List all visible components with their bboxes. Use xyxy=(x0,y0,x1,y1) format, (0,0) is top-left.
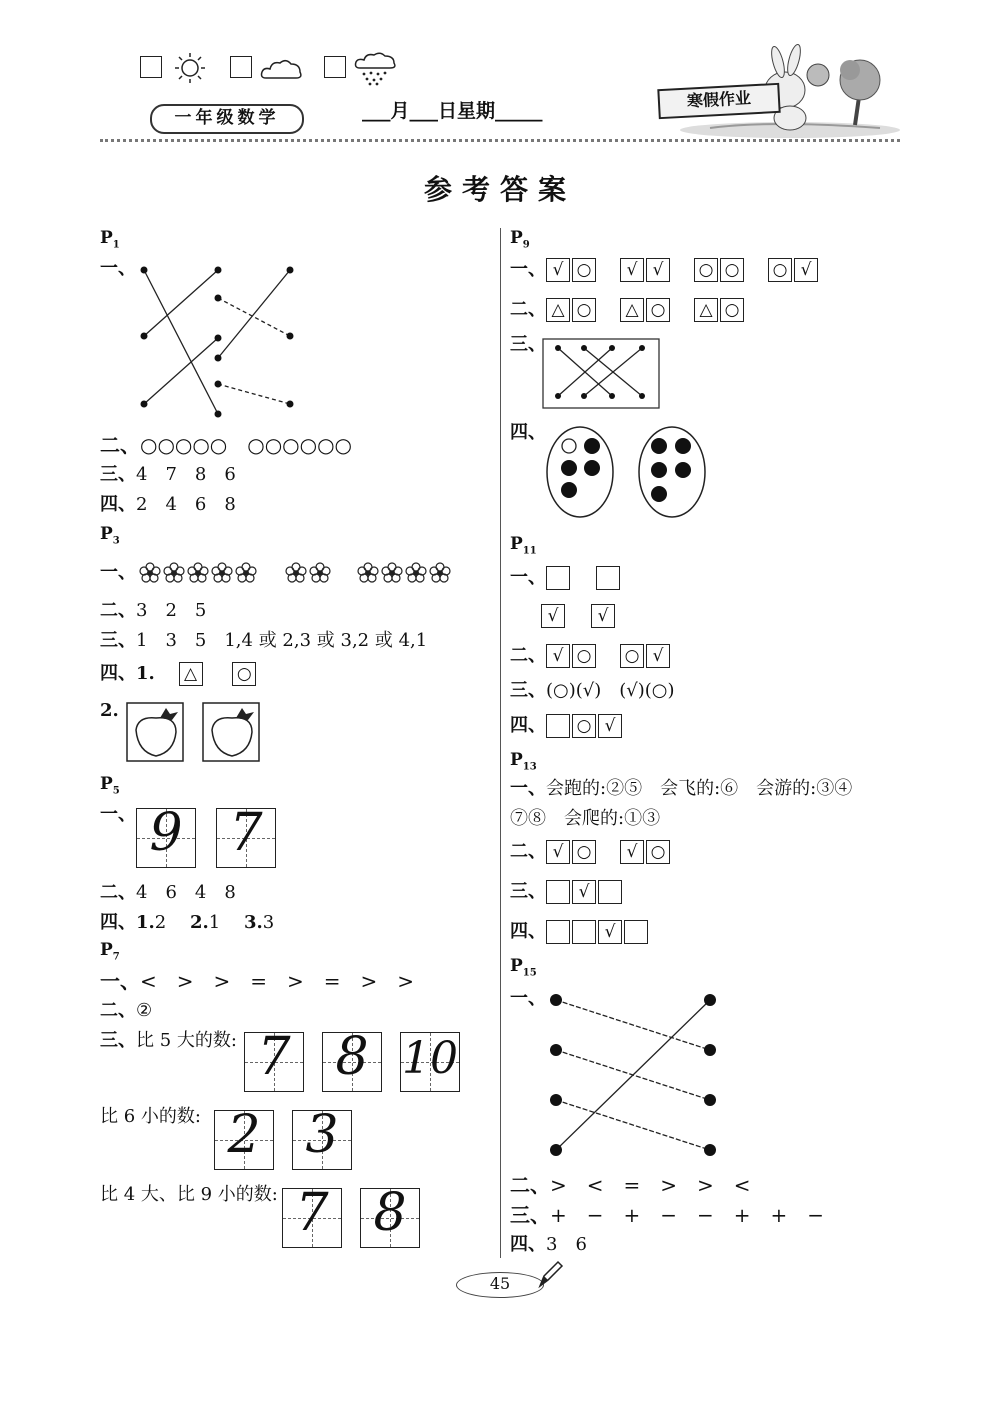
answer-box: ○ xyxy=(720,298,744,322)
p13-q2: 二、 √ ○ √ ○ xyxy=(510,840,694,864)
answer-box: ○ xyxy=(572,298,596,322)
answer-group xyxy=(620,840,672,864)
digit-grid: 9 xyxy=(136,808,196,868)
section-p11: $P_{11}$ xyxy=(510,534,537,557)
answer-group xyxy=(541,604,567,628)
section-p3: $P_3$ xyxy=(100,524,120,547)
winter-homework-badge: 寒假作业 xyxy=(657,83,780,119)
answer-group xyxy=(694,298,746,322)
p1-q3: 三、4 7 8 6 xyxy=(100,464,236,485)
answer-group xyxy=(546,840,598,864)
section-p7: $P_7$ xyxy=(100,940,120,963)
answer-box: ○ xyxy=(620,644,644,668)
p5-q4: 四、1.2 2.1 3.3 xyxy=(100,912,275,933)
p3-q2: 二、3 2 5 xyxy=(100,600,207,621)
answer-group xyxy=(546,714,624,738)
p3-q4: 四、1. △ ○ xyxy=(100,662,258,686)
p5-q1-label: 一、 xyxy=(100,804,136,825)
weather-checkbox-rain[interactable] xyxy=(324,56,346,78)
answer-box-groups xyxy=(541,605,641,626)
answer-group xyxy=(546,880,624,904)
p1-q1-label: 一、 xyxy=(100,258,136,279)
answer-group xyxy=(546,566,572,590)
p15-q4: 四、3 6 xyxy=(510,1234,587,1255)
p1-q2: 二、○○○○○ ○○○○○○ xyxy=(100,433,352,457)
p15-q1-label: 一、 xyxy=(510,988,546,1009)
p7-q3b: 比 6 小的数: xyxy=(100,1106,201,1127)
answer-box xyxy=(546,714,570,738)
p15-matching-diagram xyxy=(546,990,722,1158)
grade-label: 一年级数学 xyxy=(150,104,304,134)
page-title: 参考答案 xyxy=(423,173,576,206)
answer-box: ○ xyxy=(720,258,744,282)
p7-q2: 二、② xyxy=(100,1000,153,1021)
answer-box: ○ xyxy=(694,258,718,282)
p9-q2: 二、 △ ○ △ ○ △ ○ xyxy=(510,298,768,322)
answer-box: √ xyxy=(620,258,644,282)
p9-q1: 一、 √ ○ √ √ ○ ○ ○ √ xyxy=(510,258,842,282)
answer-box: △ xyxy=(620,298,644,322)
answer-box: √ xyxy=(572,880,596,904)
answer-box xyxy=(546,920,570,944)
answer-box: √ xyxy=(598,920,622,944)
answer-group xyxy=(546,920,650,944)
answer-box-groups xyxy=(546,921,672,942)
answer-group xyxy=(620,298,672,322)
answer-box-groups xyxy=(546,715,646,736)
digit-grid: 10 xyxy=(400,1032,460,1092)
weather-checkbox-cloud[interactable] xyxy=(230,56,252,78)
digit-grid: 7 xyxy=(216,808,276,868)
page-number: 45 xyxy=(456,1272,544,1298)
answer-box: ○ xyxy=(572,840,596,864)
p11-q1-row2 xyxy=(541,604,641,628)
answer-group xyxy=(768,258,820,282)
answer-group xyxy=(591,604,617,628)
p7-q3c: 比 4 大、比 9 小的数: xyxy=(100,1184,278,1205)
section-p5: $P_5$ xyxy=(100,774,120,797)
answer-group xyxy=(596,566,622,590)
p11-q3: 三、(○)(√) (√)(○) xyxy=(510,680,675,701)
answer-box: √ xyxy=(546,258,570,282)
answer-box xyxy=(624,920,648,944)
answer-box-groups xyxy=(546,841,694,862)
section-p15: $P_{15}$ xyxy=(510,956,537,979)
p5-q2: 二、4 6 4 8 xyxy=(100,882,236,903)
answer-box: △ xyxy=(179,662,203,686)
header-divider xyxy=(100,139,900,142)
p3-q4-2-label: 2. xyxy=(100,700,119,721)
sun-icon xyxy=(172,52,208,84)
digit-grid: 8 xyxy=(322,1032,382,1092)
answer-box: ○ xyxy=(572,714,596,738)
answer-box: ○ xyxy=(646,298,670,322)
section-p13: $P_{13}$ xyxy=(510,750,537,773)
p11-q1: 一、 xyxy=(510,566,646,590)
answer-box: √ xyxy=(541,604,565,628)
answer-box: ○ xyxy=(572,644,596,668)
rain-icon xyxy=(354,52,398,86)
weather-checkbox-sun[interactable] xyxy=(140,56,162,78)
answer-group xyxy=(620,258,672,282)
p15-q2: 二、> < = > > < xyxy=(510,1173,751,1197)
answer-box: ○ xyxy=(768,258,792,282)
p13-q1: 一、会跑的:②⑤ 会飞的:⑥ 会游的:③④ xyxy=(510,778,853,799)
answer-group xyxy=(546,298,598,322)
answer-box: √ xyxy=(794,258,818,282)
p3-q3: 三、1 3 5 1,4 或 2,3 或 3,2 或 4,1 xyxy=(100,630,428,651)
cloud-icon xyxy=(260,56,304,82)
p9-matching-diagram xyxy=(542,338,660,410)
answer-box: △ xyxy=(694,298,718,322)
p9-q4-label: 四、 xyxy=(510,422,546,443)
answer-box: ○ xyxy=(646,840,670,864)
answer-group xyxy=(620,644,672,668)
answer-box xyxy=(546,880,570,904)
flower-icon-row xyxy=(136,558,466,588)
p7-q1: 一、< > > = > = > > xyxy=(100,969,415,993)
answer-box xyxy=(598,880,622,904)
answer-box: √ xyxy=(646,644,670,668)
p9-dot-ovals xyxy=(544,424,710,520)
p11-q4: 四、 ○ √ xyxy=(510,714,646,738)
answer-box: △ xyxy=(546,298,570,322)
answer-box: √ xyxy=(591,604,615,628)
column-divider xyxy=(500,228,501,1258)
p7-q3a: 三、比 5 大的数: xyxy=(100,1030,237,1051)
answer-box xyxy=(596,566,620,590)
p15-q3: 三、+ − + − − + + − xyxy=(510,1203,825,1227)
digit-grid: 7 xyxy=(282,1188,342,1248)
p3-q1-label: 一、 xyxy=(100,562,136,583)
answer-box xyxy=(546,566,570,590)
answer-box-groups xyxy=(546,567,646,588)
p11-q2: 二、 √ ○ ○ √ xyxy=(510,644,694,668)
p1-q4: 四、2 4 6 8 xyxy=(100,494,236,515)
section-p1: $P_1$ xyxy=(100,228,120,251)
answer-box-groups xyxy=(546,645,694,666)
answer-box-groups xyxy=(546,881,646,902)
digit-grid: 2 xyxy=(214,1110,274,1170)
answer-group xyxy=(546,258,598,282)
answer-group xyxy=(546,644,598,668)
strawberry-answers xyxy=(126,702,266,764)
strawberry-icon xyxy=(127,703,183,761)
answer-box: √ xyxy=(546,840,570,864)
strawberry-icon xyxy=(203,703,259,761)
digit-grid: 8 xyxy=(360,1188,420,1248)
digit-grid: 7 xyxy=(244,1032,304,1092)
answer-box: ○ xyxy=(232,662,256,686)
answer-box: √ xyxy=(620,840,644,864)
answer-box xyxy=(572,920,596,944)
answer-box-groups xyxy=(546,259,842,280)
pencil-icon xyxy=(536,1258,566,1290)
digit-grid: 3 xyxy=(292,1110,352,1170)
answer-box-groups xyxy=(546,299,768,320)
answer-group xyxy=(694,258,746,282)
section-p9: $P_9$ xyxy=(510,228,530,251)
answer-box: √ xyxy=(646,258,670,282)
p9-q3-label: 三、 xyxy=(510,334,546,355)
p13-q1-cont: ⑦⑧ 会爬的:①③ xyxy=(510,808,661,829)
answer-box: ○ xyxy=(572,258,596,282)
date-line: ___月___日星期_____ xyxy=(362,100,543,122)
weather-row xyxy=(140,52,410,84)
p13-q3: 三、 √ xyxy=(510,880,646,904)
p13-q4: 四、 √ xyxy=(510,920,672,944)
p1-matching-diagram xyxy=(130,262,310,422)
answer-box: √ xyxy=(598,714,622,738)
answer-box: √ xyxy=(546,644,570,668)
